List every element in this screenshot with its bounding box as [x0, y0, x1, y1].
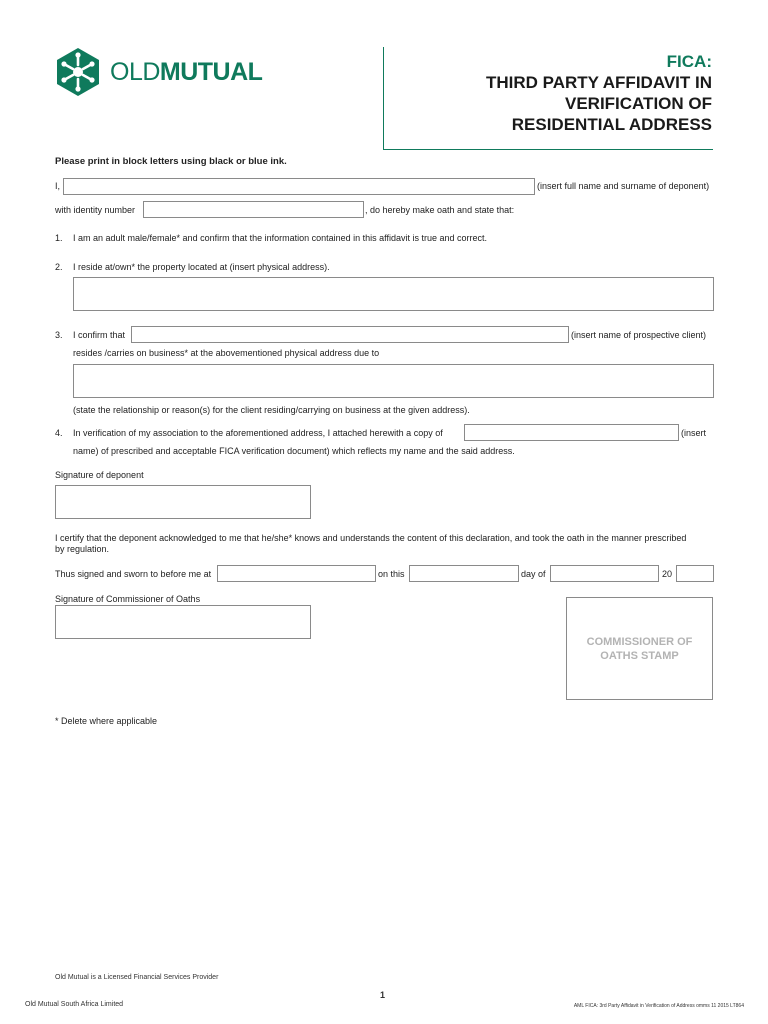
- item-1-text: I am an adult male/female* and confirm that the information contained in this affidavit is true and correct.: [73, 233, 488, 243]
- item-1-number: 1.: [55, 233, 63, 243]
- deponent-name-hint: (insert full name and surname of deponent): [537, 181, 710, 191]
- physical-address-field[interactable]: [73, 277, 714, 311]
- verification-document-field[interactable]: [464, 424, 679, 441]
- brand-name-bold: MUTUAL: [159, 58, 263, 86]
- brand-name: [110, 58, 262, 86]
- commissioner-signature-field[interactable]: [55, 605, 311, 639]
- page-title: [392, 52, 712, 135]
- id-number-label: with identity number: [55, 205, 136, 215]
- sworn-label: Thus signed and sworn to before me at: [55, 569, 212, 579]
- item-3-number: 3.: [55, 330, 63, 340]
- id-number-field[interactable]: [143, 201, 364, 218]
- item-4-prefix: In verification of my association to the aforementioned address, I attached herewith a copy of: [73, 428, 443, 438]
- id-number-suffix: , do hereby make oath and state that:: [365, 205, 515, 215]
- sworn-place-field[interactable]: [217, 565, 376, 582]
- client-name-field[interactable]: [131, 326, 569, 343]
- item-3-line-2: resides /carries on business* at the abovementioned physical address due to: [73, 348, 380, 358]
- sworn-month-field[interactable]: [550, 565, 659, 582]
- header-divider-horizontal: [383, 149, 713, 150]
- document-reference: AML FICA: 3rd Party Affidavit in Verification of Address omms 11 2015 LT864: [573, 1003, 744, 1009]
- item-3-prefix: I confirm that: [73, 330, 126, 340]
- commissioner-signature-label: Signature of Commissioner of Oaths: [55, 594, 201, 604]
- stamp-label-line-2: OATHS STAMP: [600, 650, 679, 662]
- licensed-provider-note: Old Mutual is a Licensed Financial Services Provider: [55, 974, 219, 981]
- certify-line-2: by regulation.: [55, 544, 110, 554]
- item-2-text: I reside at/own* the property located at (insert physical address).: [73, 262, 330, 272]
- brand-name-light: OLD: [110, 58, 160, 86]
- old-mutual-emblem-icon: [54, 47, 102, 97]
- instructions: Please print in block letters using black or blue ink.: [55, 156, 287, 167]
- stamp-label: [567, 635, 712, 663]
- delete-note: * Delete where applicable: [55, 716, 158, 726]
- sworn-year-field[interactable]: [676, 565, 714, 582]
- item-4-suffix: (insert: [681, 428, 707, 438]
- deponent-signature-label: Signature of deponent: [55, 470, 144, 480]
- title-line-4: RESIDENTIAL ADDRESS: [511, 115, 712, 134]
- title-line-3: VERIFICATION OF: [564, 94, 712, 113]
- item-2-number: 2.: [55, 262, 63, 272]
- year-prefix-label: 20: [662, 569, 673, 579]
- client-name-hint: (insert name of prospective client): [571, 330, 707, 340]
- item-4-line-2: name) of prescribed and acceptable FICA verification document) which reflects my name and the said address.: [73, 446, 515, 456]
- relationship-reason-field[interactable]: [73, 364, 714, 398]
- page-number: 1: [380, 990, 386, 1000]
- title-fica: FICA:: [666, 52, 712, 71]
- item-3-note: (state the relationship or reason(s) for the client residing/carrying on business at the given address).: [73, 405, 470, 415]
- deponent-name-field[interactable]: [63, 178, 535, 195]
- header-divider-vertical: [383, 47, 384, 150]
- certify-line-1: I certify that the deponent acknowledged to me that he/she* knows and understands the content of this declaration, and took the oath in the manner prescribed: [55, 533, 687, 543]
- title-line-2: THIRD PARTY AFFIDAVIT IN: [485, 73, 712, 92]
- deponent-signature-field[interactable]: [55, 485, 311, 519]
- day-of-label: day of: [521, 569, 546, 579]
- stamp-label-line-1: COMMISSIONER OF: [586, 636, 693, 648]
- name-prefix-label: I,: [55, 181, 61, 191]
- on-this-label: on this: [378, 569, 405, 579]
- commissioner-stamp-box[interactable]: [566, 597, 713, 700]
- logo: [54, 47, 286, 97]
- item-4-number: 4.: [55, 428, 63, 438]
- sworn-day-field[interactable]: [409, 565, 519, 582]
- company-name: Old Mutual South Africa Limited: [25, 1001, 124, 1008]
